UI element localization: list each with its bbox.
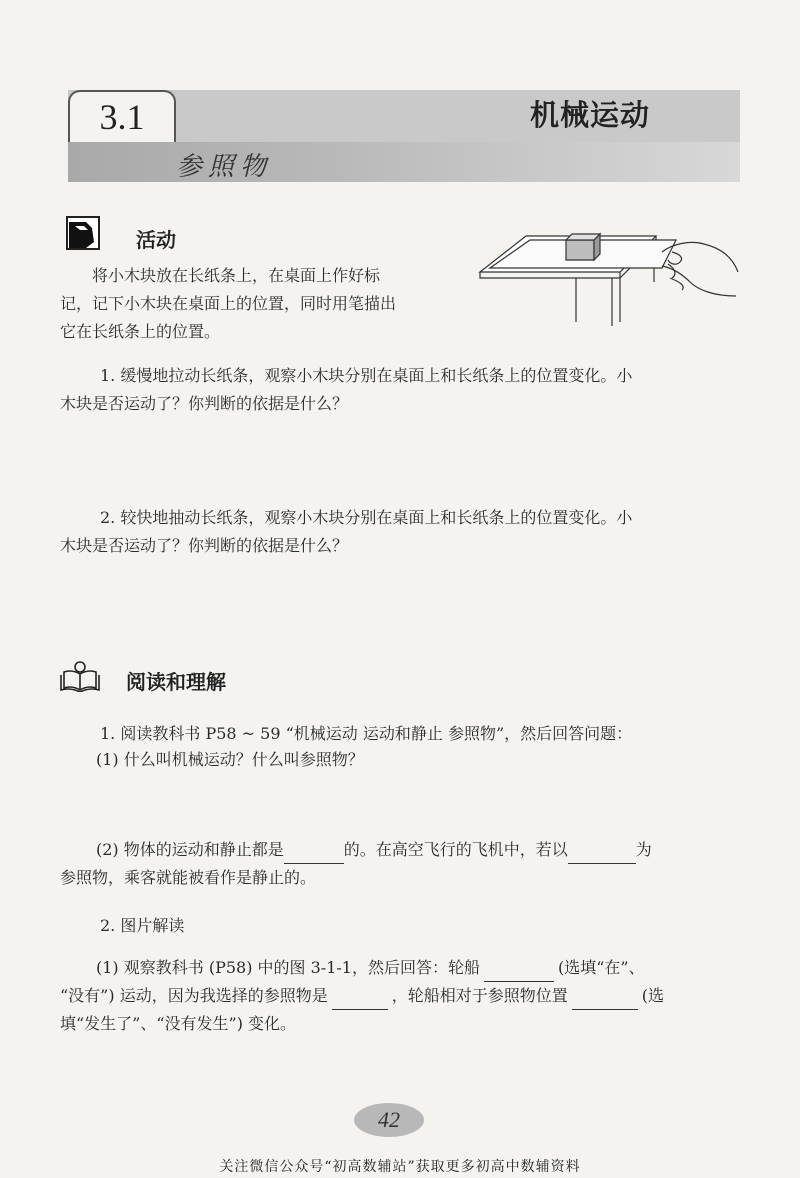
section-number: 3.1 [68,90,176,142]
footer-note: 关注微信公众号“初高数辅站”获取更多初高中数辅资料 [219,1159,581,1175]
reading-item-2-question-1-line1 [96,954,756,982]
reading-item-2: 2. 图片解读 [100,916,185,935]
activity-question-2-line2: 木块是否运动了？你判断的依据是什么？ [60,536,349,555]
section-subtitle: 参照物 [176,152,273,182]
answer-blank[interactable] [284,843,344,864]
item2-text-b: (选填“在”、 [557,958,645,977]
activity-intro-line3: 它在长纸条上的位置。 [60,322,221,341]
q2-text-c: 为 [635,840,652,859]
item2-text-a: (1) 观察教科书 (P58) 中的图 3-1-1，然后回答：轮船 [96,958,480,977]
chapter-title: 机械运动 [530,98,651,132]
answer-blank[interactable] [568,843,636,864]
activity-intro-line2: 记，记下小木块在桌面上的位置，同时用笔描出 [60,294,397,313]
answer-blank[interactable] [572,989,638,1010]
item2-text-d: ，轮船相对于参照物位置 [391,986,568,1005]
reading-item-1: 1. 阅读教科书 P58 ~ 59 “机械运动 运动和静止 参照物”，然后回答问题： [100,724,633,743]
activity-heading: 活动 [136,228,176,252]
table-block-illustration [476,222,746,330]
activity-hand-icon [66,216,100,250]
subtitle-bar [68,142,740,182]
reading-heading: 阅读和理解 [126,670,226,694]
activity-question-2-line1: 2. 较快地抽动长纸条，观察小木块分别在桌面上和长纸条上的位置变化。小 [100,508,633,527]
reading-item-2-question-1-line2 [60,982,760,1010]
book-reading-icon [60,660,100,692]
activity-question-1-line1: 1. 缓慢地拉动长纸条，观察小木块分别在桌面上和长纸条上的位置变化。小 [100,366,633,385]
answer-blank[interactable] [332,989,388,1010]
activity-question-1-line2: 木块是否运动了？你判断的依据是什么？ [60,394,349,413]
activity-intro-line1: 将小木块放在长纸条上，在桌面上作好标 [92,266,381,285]
q2-text-a: (2) 物体的运动和静止都是 [96,840,284,859]
q2-text-b: 的。在高空飞行的飞机中，若以 [343,840,568,859]
reading-item-1-question-1: (1) 什么叫机械运动？什么叫参照物？ [96,750,364,769]
reading-item-1-question-2 [96,836,746,864]
page-number: 42 [354,1103,424,1137]
item2-text-c: “没有”) 运动，因为我选择的参照物是 [60,986,328,1005]
reading-item-1-question-2-line2: 参照物，乘客就能被看作是静止的。 [60,868,317,887]
reading-item-2-question-1-line3: 填“发生了”、“没有发生”) 变化。 [60,1014,297,1033]
item2-text-e: (选 [641,986,664,1005]
answer-blank[interactable] [484,961,554,982]
